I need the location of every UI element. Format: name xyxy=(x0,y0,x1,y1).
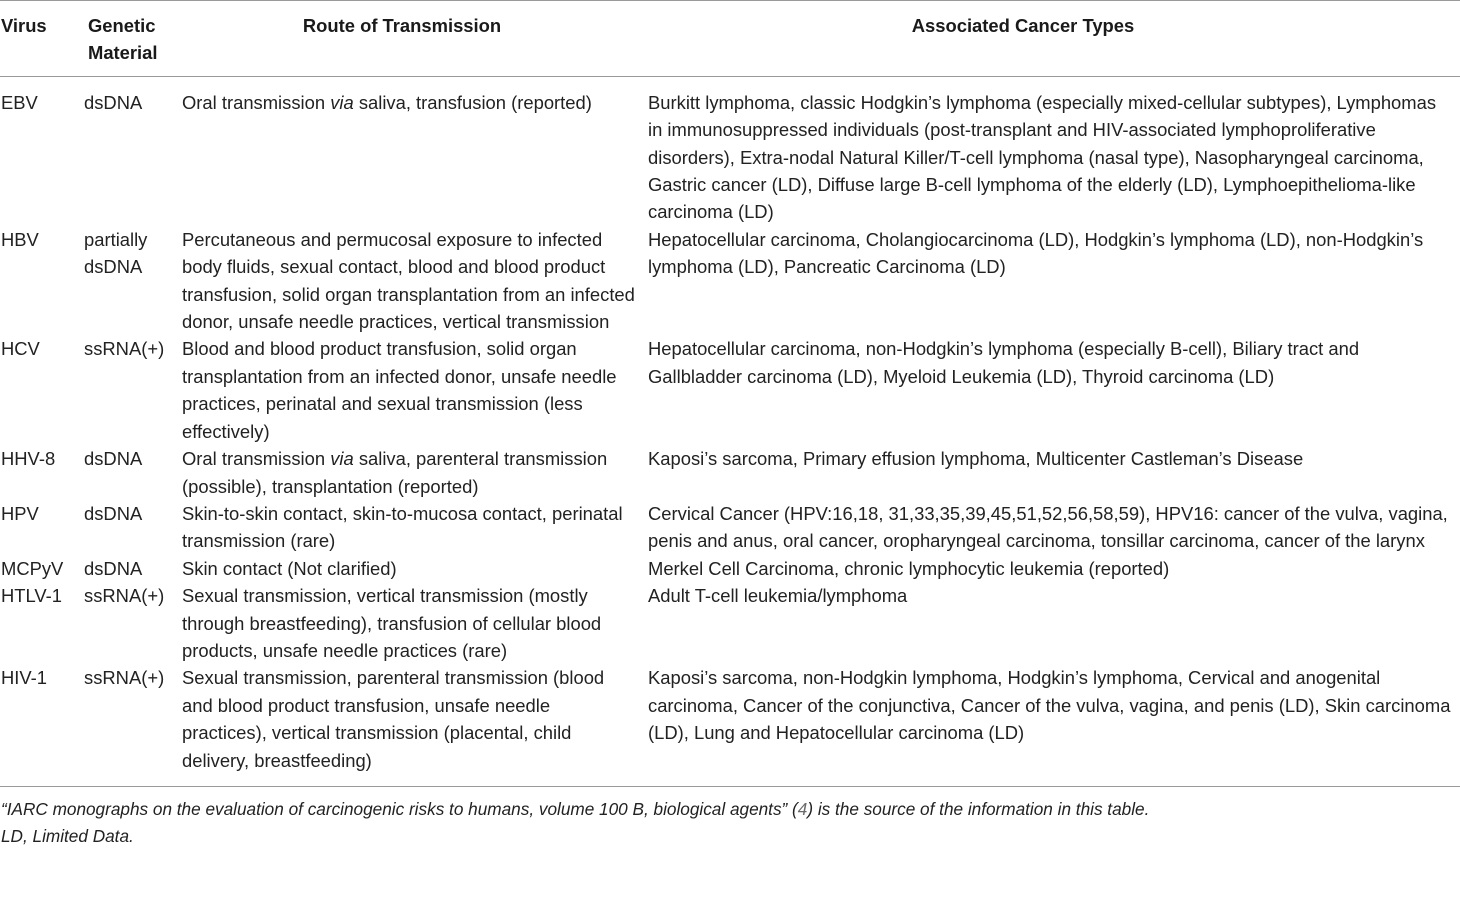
cancer-cell: Kaposi’s sarcoma, Primary effusion lymphoma, Multicenter Castleman’s Disease xyxy=(648,448,1304,470)
route-text: saliva, parenteral transmission (possible), transplantation (reported) xyxy=(182,448,608,497)
footnote-source-text: “IARC monographs on the evaluation of carcinogenic risks to humans, volume 100 B, biological agents” ( xyxy=(1,798,798,819)
genetic-cell: dsDNA xyxy=(84,502,143,524)
table-row xyxy=(0,226,1460,336)
route-cell: Skin contact (Not clarified) xyxy=(182,557,397,579)
table-row xyxy=(0,664,1460,786)
table-body xyxy=(0,76,1460,786)
table-row xyxy=(0,555,1460,582)
genetic-cell: dsDNA xyxy=(84,91,143,113)
column-header-cancer: Associated Cancer Types xyxy=(911,15,1135,36)
column-header-genetic-line1: Genetic xyxy=(88,15,156,36)
route-cell xyxy=(182,445,646,500)
table-footnote xyxy=(0,787,1460,850)
cancer-cell: Hepatocellular carcinoma, non-Hodgkin’s lymphoma (especially B-cell), Biliary tract and Gallbladder carcinoma (LD), Myeloid Leukemia (LD), Thyroid carcinoma (LD) xyxy=(648,338,1360,387)
virus-cell: HIV-1 xyxy=(1,667,47,689)
genetic-cell: dsDNA xyxy=(84,557,143,579)
table-row xyxy=(0,500,1460,555)
genetic-cell: dsDNA xyxy=(84,448,143,470)
route-cell: Skin-to-skin contact, skin-to-mucosa contact, perinatal transmission (rare) xyxy=(182,502,623,552)
route-cell: Blood and blood product transfusion, solid organ transplantation from an infected donor, unsafe needle practices, perinatal and sexual transmission (less effectively) xyxy=(182,338,617,442)
reference-link[interactable]: 4 xyxy=(797,798,808,819)
virus-cell: HBV xyxy=(1,228,39,250)
column-header-genetic-line2: Material xyxy=(88,42,158,64)
table-row xyxy=(0,445,1460,500)
table-header xyxy=(0,1,1460,77)
footnote-abbreviation: LD, Limited Data. xyxy=(1,825,134,846)
route-cell: Sexual transmission, parenteral transmission (blood and blood product transfusion, unsafe needle practices), vertical transmission (placental, child delivery, breastfeeding) xyxy=(182,667,605,771)
route-cell: Sexual transmission, vertical transmission (mostly through breastfeeding), transfusion of cellular blood products, unsafe needle practices (rare) xyxy=(182,585,602,661)
virus-cell: MCPyV xyxy=(1,557,64,579)
route-italic: via xyxy=(330,448,354,470)
genetic-cell: ssRNA(+) xyxy=(84,667,165,689)
header-row xyxy=(0,1,1460,77)
cancer-cell: Merkel Cell Carcinoma, chronic lymphocytic leukemia (reported) xyxy=(648,557,1170,579)
column-header-virus: Virus xyxy=(1,15,47,36)
route-cell: Percutaneous and permucosal exposure to infected body fluids, sexual contact, blood and blood product transfusion, solid organ transplantation from an infected donor, unsafe needle practices, vertical transmission xyxy=(182,228,635,333)
footnote-source xyxy=(1,796,1460,823)
table-row xyxy=(0,76,1460,226)
route-text: saliva, transfusion (reported) xyxy=(353,91,592,113)
table-row xyxy=(0,582,1460,664)
virus-cell: HPV xyxy=(1,502,39,524)
genetic-cell: ssRNA(+) xyxy=(84,338,165,360)
genetic-cell: partially dsDNA xyxy=(84,228,148,278)
route-italic: via xyxy=(330,91,354,113)
table-row xyxy=(0,335,1460,445)
route-text: Oral transmission xyxy=(182,91,331,113)
cancer-cell: Kaposi’s sarcoma, non-Hodgkin lymphoma, Hodgkin’s lymphoma, Cervical and anogenital carcinoma, Cancer of the conjunctiva, Cancer of the vulva, vagina, and penis (LD), Skin carcinoma (LD), Lung and Hepatocellular carcinoma (LD) xyxy=(648,667,1451,744)
virus-cell: HTLV-1 xyxy=(1,585,62,607)
virus-cell: HCV xyxy=(1,338,40,360)
cancer-cell: Hepatocellular carcinoma, Cholangiocarcinoma (LD), Hodgkin’s lymphoma (LD), non-Hodgkin’s lymphoma (LD), Pancreatic Carcinoma (LD) xyxy=(648,228,1424,278)
cancer-cell: Cervical Cancer (HPV:16,18, 31,33,35,39,45,51,52,56,58,59), HPV16: cancer of the vulva, vagina, penis and anus, oral cancer, oropharyngeal carcinoma, tonsillar carcinoma, cancer of the larynx xyxy=(648,502,1448,552)
footnote-source-text: ) is the source of the information in this table. xyxy=(807,798,1150,819)
column-header-genetic-material xyxy=(83,1,182,77)
route-cell xyxy=(182,76,646,226)
column-header-route: Route of Transmission xyxy=(302,15,502,36)
cancer-cell: Burkitt lymphoma, classic Hodgkin’s lymphoma (especially mixed-cellular subtypes), Lymphomas in immunosuppressed individuals (post-transplant and HIV-associated lymphoproliferative disorders), Extra-nodal Natural Killer/T-cell lymphoma (nasal type), Nasopharyngeal carcinoma, Gastric cancer (LD), Diffuse large B-cell lymphoma of the elderly (LD), Lymphoepithelioma-like carcinoma (LD) xyxy=(648,91,1437,223)
cancer-cell: Adult T-cell leukemia/lymphoma xyxy=(648,585,908,607)
genetic-cell: ssRNA(+) xyxy=(84,585,165,607)
virus-cell: HHV-8 xyxy=(1,448,56,470)
virus-cell: EBV xyxy=(1,91,38,113)
route-text: Oral transmission xyxy=(182,448,331,470)
